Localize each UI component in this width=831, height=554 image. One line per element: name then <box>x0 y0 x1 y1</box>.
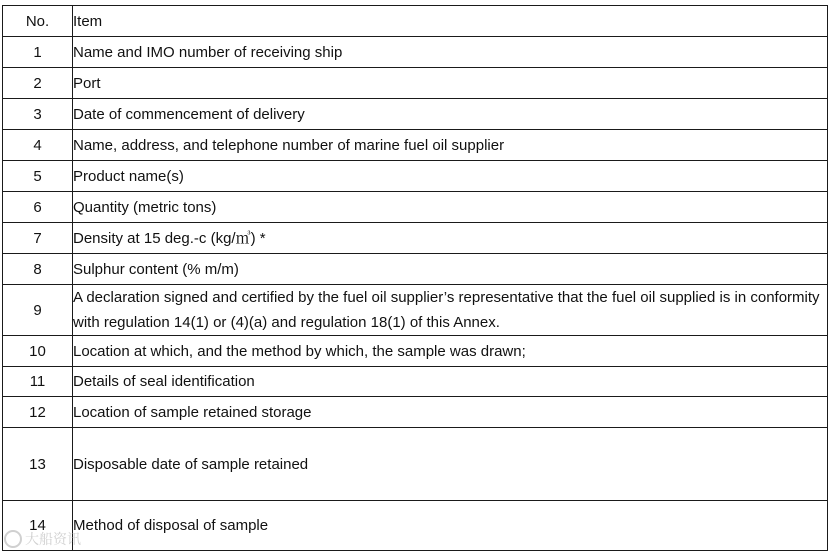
table-row <box>3 367 828 397</box>
fuel-oil-delivery-table <box>2 5 828 551</box>
row-item: Location at which, and the method by which, the sample was drawn; <box>73 336 828 367</box>
row-item: Details of seal identification <box>73 367 828 397</box>
row-item: Density at 15 deg.-c (kg/㎥) * <box>73 223 828 254</box>
row-number: 9 <box>3 285 73 336</box>
header-no: No. <box>3 6 73 37</box>
table-row <box>3 130 828 161</box>
row-number: 11 <box>3 367 73 397</box>
table-header-row <box>3 6 828 37</box>
row-item: Name, address, and telephone number of marine fuel oil supplier <box>73 130 828 161</box>
row-item: Disposable date of sample retained <box>73 428 828 501</box>
row-item: Location of sample retained storage <box>73 397 828 428</box>
row-item: Product name(s) <box>73 161 828 192</box>
table-row <box>3 501 828 551</box>
row-item: Name and IMO number of receiving ship <box>73 37 828 68</box>
table-row <box>3 285 828 336</box>
row-item: Quantity (metric tons) <box>73 192 828 223</box>
row-number: 8 <box>3 254 73 285</box>
table-row <box>3 192 828 223</box>
row-number: 12 <box>3 397 73 428</box>
row-number: 3 <box>3 99 73 130</box>
row-item: A declaration signed and certified by the fuel oil supplier’s representative that the fuel oil supplied is in conformity with regulation 14(1) or (4)(a) and regulation 18(1) of this Annex. <box>73 285 828 336</box>
header-item: Item <box>73 6 828 37</box>
row-item: Port <box>73 68 828 99</box>
row-number: 6 <box>3 192 73 223</box>
row-item: Sulphur content (% m/m) <box>73 254 828 285</box>
row-number: 5 <box>3 161 73 192</box>
table-row <box>3 99 828 130</box>
table-row <box>3 254 828 285</box>
row-number: 1 <box>3 37 73 68</box>
watermark-text: 大船资讯 <box>25 531 81 547</box>
row-number: 13 <box>3 428 73 501</box>
table-row <box>3 428 828 501</box>
table-row <box>3 223 828 254</box>
row-number: 4 <box>3 130 73 161</box>
row-item: Method of disposal of sample <box>73 501 828 551</box>
table-row <box>3 37 828 68</box>
table-row <box>3 397 828 428</box>
table-row <box>3 161 828 192</box>
row-number: 10 <box>3 336 73 367</box>
table-row <box>3 336 828 367</box>
row-number: 7 <box>3 223 73 254</box>
row-number: 2 <box>3 68 73 99</box>
table-row <box>3 68 828 99</box>
row-item: Date of commencement of delivery <box>73 99 828 130</box>
row-number: 14 <box>3 501 73 551</box>
